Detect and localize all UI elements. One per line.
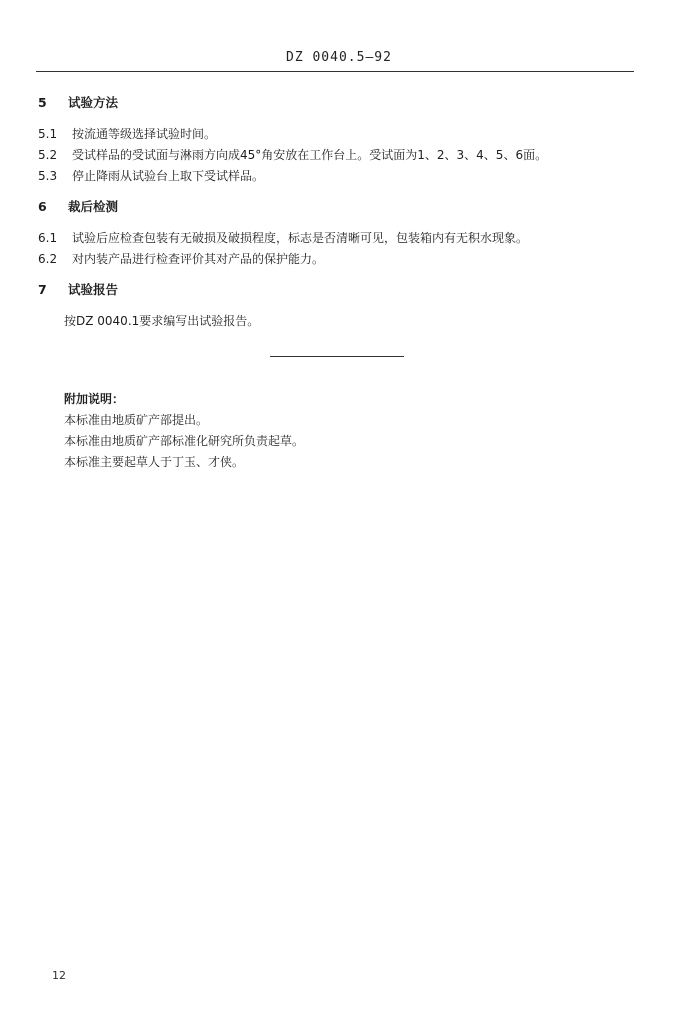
clause-5-2 <box>38 148 547 162</box>
clause-5-3 <box>38 169 264 183</box>
clause-text: 停止降雨从试验台上取下受试样品。 <box>72 169 265 183</box>
section-title: 裁后检测 <box>68 199 119 214</box>
header-rule <box>36 71 634 72</box>
clause-number: 6.1 <box>38 231 58 245</box>
standard-code: DZ 0040.5—92 <box>286 50 392 65</box>
clause-number: 5.2 <box>38 148 58 162</box>
section-title: 试验方法 <box>68 95 119 110</box>
section-7-paragraph: 按DZ 0040.1要求编写出试验报告。 <box>64 314 260 328</box>
section-heading-6 <box>38 200 118 214</box>
clause-text: 受试样品的受试面与淋雨方向成45°角安放在工作台上。受试面为1、2、3、4、5、6面。 <box>72 148 548 162</box>
clause-text: 按流通等级选择试验时间。 <box>72 127 217 141</box>
notes-title: 附加说明： <box>64 392 125 406</box>
section-number: 7 <box>38 282 47 297</box>
notes-line: 本标准由地质矿产部标准化研究所负责起草。 <box>64 434 305 448</box>
clause-number: 6.2 <box>38 252 58 266</box>
clause-number: 5.1 <box>38 127 58 141</box>
clause-5-1 <box>38 127 216 141</box>
page-number: 12 <box>52 969 66 982</box>
clause-6-1 <box>38 231 528 245</box>
clause-text: 试验后应检查包装有无破损及破损程度，标志是否清晰可见，包装箱内有无积水现象。 <box>72 231 529 245</box>
clause-text: 对内装产品进行检查评价其对产品的保护能力。 <box>72 252 325 266</box>
end-of-text-rule <box>270 356 404 357</box>
section-number: 5 <box>38 95 47 110</box>
section-title: 试验报告 <box>68 282 119 297</box>
section-heading-5 <box>38 96 118 110</box>
section-number: 6 <box>38 199 47 214</box>
notes-line: 本标准主要起草人于丁玉、才侠。 <box>64 455 245 469</box>
notes-line: 本标准由地质矿产部提出。 <box>64 413 209 427</box>
clause-number: 5.3 <box>38 169 58 183</box>
section-heading-7 <box>38 283 118 297</box>
clause-6-2 <box>38 252 324 266</box>
